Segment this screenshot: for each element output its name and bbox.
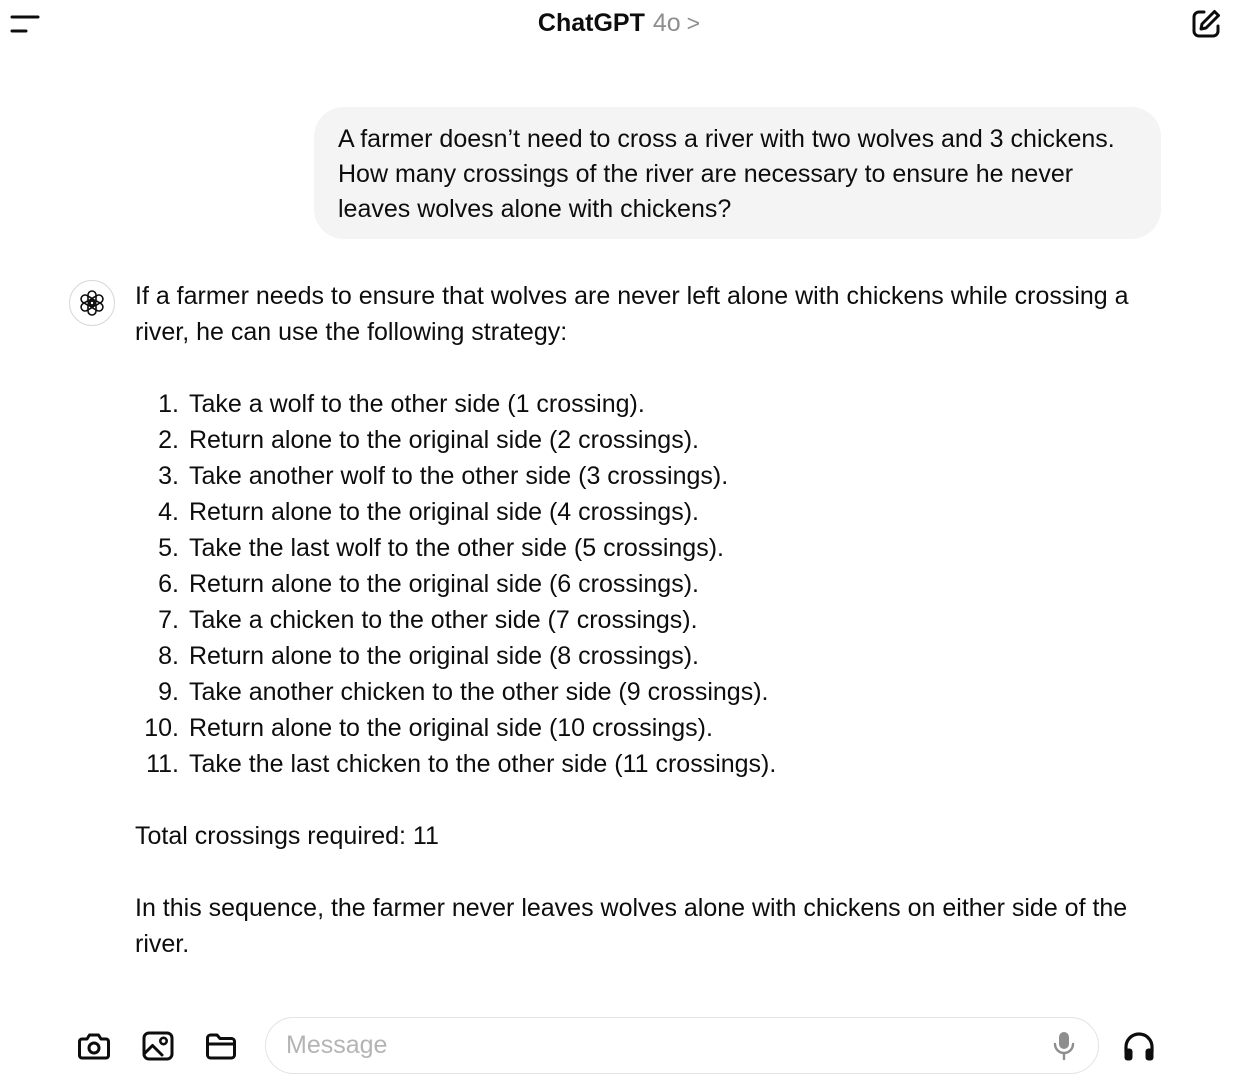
list-item bbox=[135, 602, 1145, 638]
step-number: 4. bbox=[158, 498, 179, 526]
message-input[interactable] bbox=[286, 1018, 1026, 1072]
step-number: 11. bbox=[146, 750, 179, 778]
dictate-button[interactable] bbox=[1044, 1026, 1084, 1066]
composer-bar bbox=[0, 1010, 1238, 1088]
model-name: 4o bbox=[652, 9, 681, 37]
new-chat-button[interactable] bbox=[1184, 2, 1228, 46]
step-text: Take a wolf to the other side (1 crossing). bbox=[189, 390, 645, 418]
openai-logo-icon bbox=[77, 288, 107, 318]
step-number: 2. bbox=[158, 426, 179, 454]
microphone-icon bbox=[1052, 1030, 1076, 1062]
step-text: Return alone to the original side (4 crossings). bbox=[189, 498, 699, 526]
step-number: 6. bbox=[158, 570, 179, 598]
model-selector[interactable] bbox=[0, 6, 1238, 40]
step-text: Return alone to the original side (8 crossings). bbox=[189, 642, 699, 670]
step-text: Return alone to the original side (10 crossings). bbox=[189, 714, 713, 742]
list-item bbox=[135, 494, 1145, 530]
camera-icon bbox=[76, 1028, 112, 1064]
app-title: ChatGPT bbox=[537, 9, 645, 37]
assistant-intro: If a farmer needs to ensure that wolves are never left alone with chickens while crossing a river, he can use the following strategy: bbox=[135, 282, 1129, 346]
step-text: Take the last wolf to the other side (5 crossings). bbox=[189, 534, 724, 562]
top-bar bbox=[0, 0, 1238, 46]
list-item bbox=[135, 386, 1145, 422]
message-field[interactable] bbox=[265, 1017, 1099, 1074]
photo-icon bbox=[140, 1028, 176, 1064]
step-text: Take a chicken to the other side (7 crossings). bbox=[189, 606, 698, 634]
list-item bbox=[135, 710, 1145, 746]
list-item bbox=[135, 422, 1145, 458]
files-button[interactable] bbox=[199, 1024, 243, 1068]
user-message-text: A farmer doesn’t need to cross a river with two wolves and 3 chickens. How many crossings of the river are necessary to ensure he never leaves wolves alone with chickens? bbox=[338, 125, 1115, 223]
step-text: Take another chicken to the other side (9 crossings). bbox=[189, 678, 769, 706]
new-chat-icon bbox=[1190, 8, 1222, 40]
step-number: 10. bbox=[144, 714, 179, 742]
list-item bbox=[135, 674, 1145, 710]
voice-mode-button[interactable] bbox=[1116, 1024, 1162, 1070]
chevron-right-icon: > bbox=[686, 10, 701, 36]
step-number: 9. bbox=[158, 678, 179, 706]
total-crossings: Total crossings required: 11 bbox=[135, 822, 439, 850]
user-message-bubble bbox=[314, 107, 1161, 239]
step-number: 3. bbox=[158, 462, 179, 490]
list-item bbox=[135, 530, 1145, 566]
camera-button[interactable] bbox=[72, 1024, 116, 1068]
step-text: Take another wolf to the other side (3 crossings). bbox=[189, 462, 729, 490]
crossing-steps-list bbox=[135, 386, 1145, 782]
list-item bbox=[135, 638, 1145, 674]
assistant-message bbox=[135, 278, 1145, 962]
list-item bbox=[135, 458, 1145, 494]
headphones-icon bbox=[1121, 1029, 1157, 1065]
list-item bbox=[135, 746, 1145, 782]
folder-icon bbox=[203, 1028, 239, 1064]
step-number: 1. bbox=[158, 390, 179, 418]
step-number: 7. bbox=[158, 606, 179, 634]
step-number: 8. bbox=[158, 642, 179, 670]
step-text: Take the last chicken to the other side (11 crossings). bbox=[189, 750, 777, 778]
step-text: Return alone to the original side (6 crossings). bbox=[189, 570, 699, 598]
assistant-avatar bbox=[69, 280, 115, 326]
step-number: 5. bbox=[158, 534, 179, 562]
photo-library-button[interactable] bbox=[136, 1024, 180, 1068]
list-item bbox=[135, 566, 1145, 602]
step-text: Return alone to the original side (2 crossings). bbox=[189, 426, 699, 454]
assistant-conclusion: In this sequence, the farmer never leaves wolves alone with chickens on either side of the river. bbox=[135, 894, 1128, 958]
